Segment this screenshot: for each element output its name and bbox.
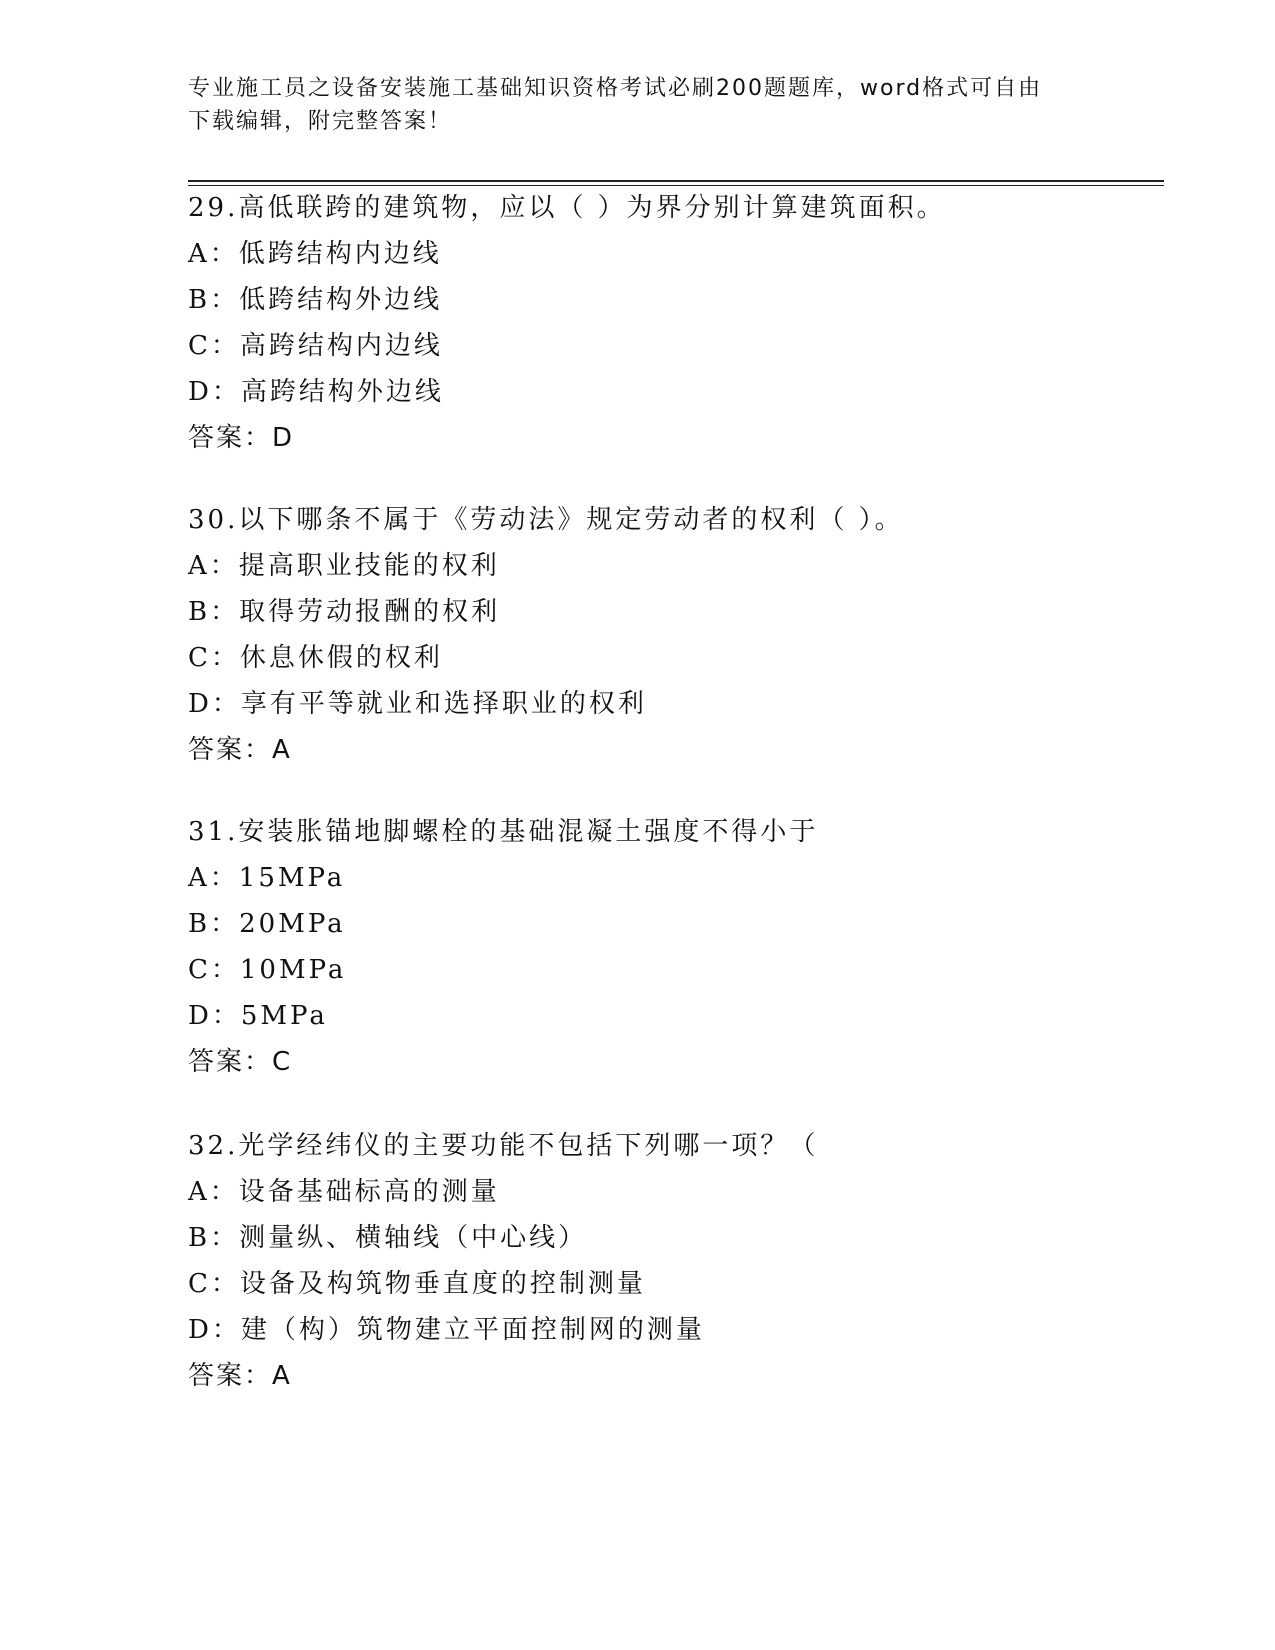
answer: 答案：A xyxy=(188,735,292,765)
option-b: B：20MPa xyxy=(188,909,346,939)
answer: 答案：A xyxy=(188,1361,292,1391)
question-30 xyxy=(188,497,1168,773)
option-b: B：取得劳动报酬的权利 xyxy=(188,597,501,627)
option-c: C：设备及构筑物垂直度的控制测量 xyxy=(188,1269,646,1299)
answer: 答案：C xyxy=(188,1047,293,1077)
option-a: A：15MPa xyxy=(188,863,346,893)
question-stem: 30.以下哪条不属于《劳动法》规定劳动者的权利（ ）。 xyxy=(188,505,904,535)
document-header xyxy=(188,72,1088,138)
header-line-1: 专业施工员之设备安装施工基础知识资格考试必刷200题题库，word格式可自由 xyxy=(188,76,1043,101)
header-divider-thick xyxy=(188,180,1164,182)
option-d: D：享有平等就业和选择职业的权利 xyxy=(188,689,647,719)
header-line-2: 下载编辑，附完整答案！ xyxy=(188,109,453,134)
option-a: A：提高职业技能的权利 xyxy=(188,551,500,581)
option-c: C：高跨结构内边线 xyxy=(188,331,443,361)
option-d: D：建（构）筑物建立平面控制网的测量 xyxy=(188,1315,705,1345)
option-a: A：设备基础标高的测量 xyxy=(188,1177,500,1207)
option-b: B：低跨结构外边线 xyxy=(188,285,443,315)
option-b: B：测量纵、横轴线（中心线） xyxy=(188,1223,588,1253)
question-32 xyxy=(188,1123,1168,1399)
question-29 xyxy=(188,185,1168,461)
question-stem: 31.安装胀锚地脚螺栓的基础混凝土强度不得小于 xyxy=(188,817,819,847)
question-stem: 32.光学经纬仪的主要功能不包括下列哪一项？（ xyxy=(188,1131,819,1161)
option-d: D：5MPa xyxy=(188,1001,328,1031)
answer: 答案：D xyxy=(188,423,295,453)
option-d: D：高跨结构外边线 xyxy=(188,377,444,407)
question-stem: 29.高低联跨的建筑物，应以（ ）为界分别计算建筑面积。 xyxy=(188,193,946,223)
option-c: C：休息休假的权利 xyxy=(188,643,443,673)
option-a: A：低跨结构内边线 xyxy=(188,239,442,269)
option-c: C：10MPa xyxy=(188,955,347,985)
question-31 xyxy=(188,809,1168,1085)
